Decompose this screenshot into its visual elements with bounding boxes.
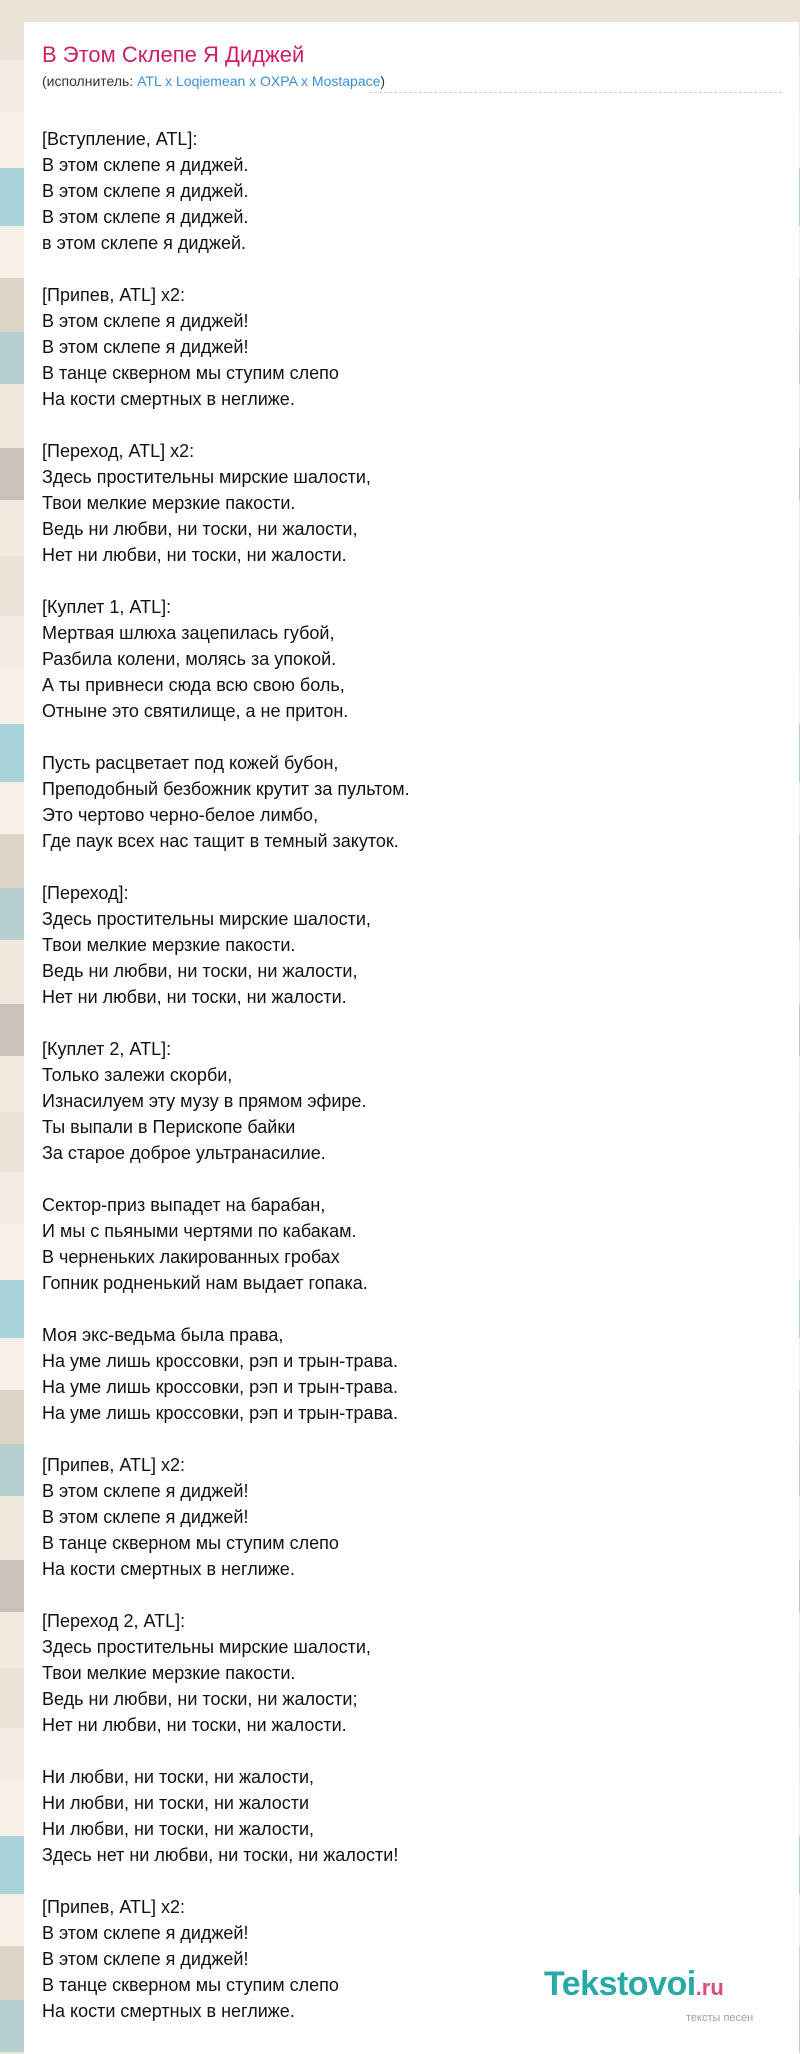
lyric-line: Разбила колени, молясь за упокой. xyxy=(42,649,337,669)
lyrics-text xyxy=(42,126,782,2024)
logo-tld: .ru xyxy=(695,1975,724,2000)
lyric-line: Ведь ни любви, ни тоски, ни жалости, xyxy=(42,519,358,539)
lyric-line: А ты привнеси сюда всю свою боль, xyxy=(42,675,345,695)
lyric-line: Здесь нет ни любви, ни тоски, ни жалости! xyxy=(42,1845,399,1865)
lyric-line: Нет ни любви, ни тоски, ни жалости. xyxy=(42,1715,347,1735)
lyric-line: В этом склепе я диджей. xyxy=(42,181,249,201)
lyric-line: Твои мелкие мерзкие пакости. xyxy=(42,493,296,513)
performer-link[interactable]: ATL x Loqiemean x OXPA x Mostapace xyxy=(137,73,381,89)
lyric-line: И мы с пьяными чертями по кабакам. xyxy=(42,1221,357,1241)
lyric-line: [Припев, ATL] x2: xyxy=(42,285,186,305)
site-logo[interactable] xyxy=(544,1965,724,2004)
lyric-line: В танце скверном мы ступим слепо xyxy=(42,1533,339,1553)
lyric-line: Нет ни любви, ни тоски, ни жалости. xyxy=(42,545,347,565)
lyric-line: В этом склепе я диджей! xyxy=(42,337,249,357)
lyric-line: В танце скверном мы ступим слепо xyxy=(42,1975,339,1995)
lyric-line: Моя экс-ведьма была права, xyxy=(42,1325,284,1345)
lyric-line: Твои мелкие мерзкие пакости. xyxy=(42,1663,296,1683)
lyric-line: Ни любви, ни тоски, ни жалости, xyxy=(42,1819,315,1839)
lyric-blank-line xyxy=(42,854,782,880)
lyric-line: Отныне это святилище, а не притон. xyxy=(42,701,349,721)
logo-tagline: тексты песен xyxy=(686,2012,754,2024)
lyric-line: В этом склепе я диджей! xyxy=(42,1949,249,1969)
song-title: В Этом Склепе Я Диджей xyxy=(42,42,305,67)
lyric-line: За старое доброе ультранасилие. xyxy=(42,1143,326,1163)
lyric-line: Только залежи скорби, xyxy=(42,1065,233,1085)
lyric-line: [Вступление, ATL]: xyxy=(42,129,198,149)
lyric-line: Гопник родненький нам выдает гопака. xyxy=(42,1273,368,1293)
lyric-line: Мертвая шлюха зацепилась губой, xyxy=(42,623,335,643)
lyric-line: На уме лишь кроссовки, рэп и трын-трава. xyxy=(42,1377,398,1397)
performer-prefix: (исполнитель: xyxy=(42,73,138,89)
lyric-line: Преподобный безбожник крутит за пультом. xyxy=(42,779,410,799)
lyrics-page xyxy=(24,22,799,2054)
lyric-line: В танце скверном мы ступим слепо xyxy=(42,363,339,383)
lyric-line: [Переход, ATL] x2: xyxy=(42,441,195,461)
lyric-line: Сектор-приз выпадет на барабан, xyxy=(42,1195,326,1215)
dashed-divider xyxy=(369,92,782,93)
lyric-line: Где паук всех нас тащит в темный закуток. xyxy=(42,831,399,851)
lyric-line: [Переход 2, ATL]: xyxy=(42,1611,186,1631)
lyric-blank-line xyxy=(42,568,782,594)
lyric-line: Твои мелкие мерзкие пакости. xyxy=(42,935,296,955)
lyric-line: Ни любви, ни тоски, ни жалости, xyxy=(42,1767,315,1787)
lyric-blank-line xyxy=(42,1010,782,1036)
lyric-line: Ведь ни любви, ни тоски, ни жалости, xyxy=(42,961,358,981)
lyric-line: В этом склепе я диджей! xyxy=(42,1481,249,1501)
performer-line xyxy=(42,73,385,89)
lyric-line: В этом склепе я диджей! xyxy=(42,311,249,331)
lyric-line: На кости смертных в неглиже. xyxy=(42,389,295,409)
lyric-blank-line xyxy=(42,1296,782,1322)
lyric-blank-line xyxy=(42,1426,782,1452)
lyric-line: На уме лишь кроссовки, рэп и трын-трава. xyxy=(42,1403,398,1423)
lyric-line: [Переход]: xyxy=(42,883,129,903)
lyric-blank-line xyxy=(42,724,782,750)
lyric-blank-line xyxy=(42,412,782,438)
lyric-line: Ни любви, ни тоски, ни жалости xyxy=(42,1793,310,1813)
lyric-line: В этом склепе я диджей. xyxy=(42,155,249,175)
lyric-blank-line xyxy=(42,1166,782,1192)
lyric-line: В этом склепе я диджей. xyxy=(42,207,249,227)
lyric-line: Нет ни любви, ни тоски, ни жалости. xyxy=(42,987,347,1007)
lyric-line: в этом склепе я диджей. xyxy=(42,233,247,253)
lyric-line: Изнасилуем эту музу в прямом эфире. xyxy=(42,1091,367,1111)
lyric-blank-line xyxy=(42,1582,782,1608)
lyric-line: В черненьких лакированных гробах xyxy=(42,1247,340,1267)
lyric-line: Здесь простительны мирские шалости, xyxy=(42,467,371,487)
lyric-line: Ты выпали в Перископе байки xyxy=(42,1117,296,1137)
lyric-line: Это чертово черно-белое лимбо, xyxy=(42,805,319,825)
lyric-line: [Припев, ATL] x2: xyxy=(42,1455,186,1475)
lyric-line: [Куплет 2, ATL]: xyxy=(42,1039,172,1059)
lyric-line: На кости смертных в неглиже. xyxy=(42,1559,295,1579)
performer-suffix: ) xyxy=(380,73,386,89)
lyric-line: На кости смертных в неглиже. xyxy=(42,2001,295,2021)
lyric-line: Ведь ни любви, ни тоски, ни жалости; xyxy=(42,1689,358,1709)
lyric-line: [Куплет 1, ATL]: xyxy=(42,597,172,617)
lyric-blank-line xyxy=(42,1868,782,1894)
lyric-line: Здесь простительны мирские шалости, xyxy=(42,909,371,929)
lyric-line: На уме лишь кроссовки, рэп и трын-трава. xyxy=(42,1351,398,1371)
lyric-blank-line xyxy=(42,1738,782,1764)
logo-name: Tekstovoi xyxy=(544,1965,696,2003)
lyric-line: В этом склепе я диджей! xyxy=(42,1507,249,1527)
lyric-line: [Припев, ATL] x2: xyxy=(42,1897,186,1917)
lyric-line: В этом склепе я диджей! xyxy=(42,1923,249,1943)
lyric-line: Пусть расцветает под кожей бубон, xyxy=(42,753,339,773)
lyric-blank-line xyxy=(42,256,782,282)
lyric-line: Здесь простительны мирские шалости, xyxy=(42,1637,371,1657)
